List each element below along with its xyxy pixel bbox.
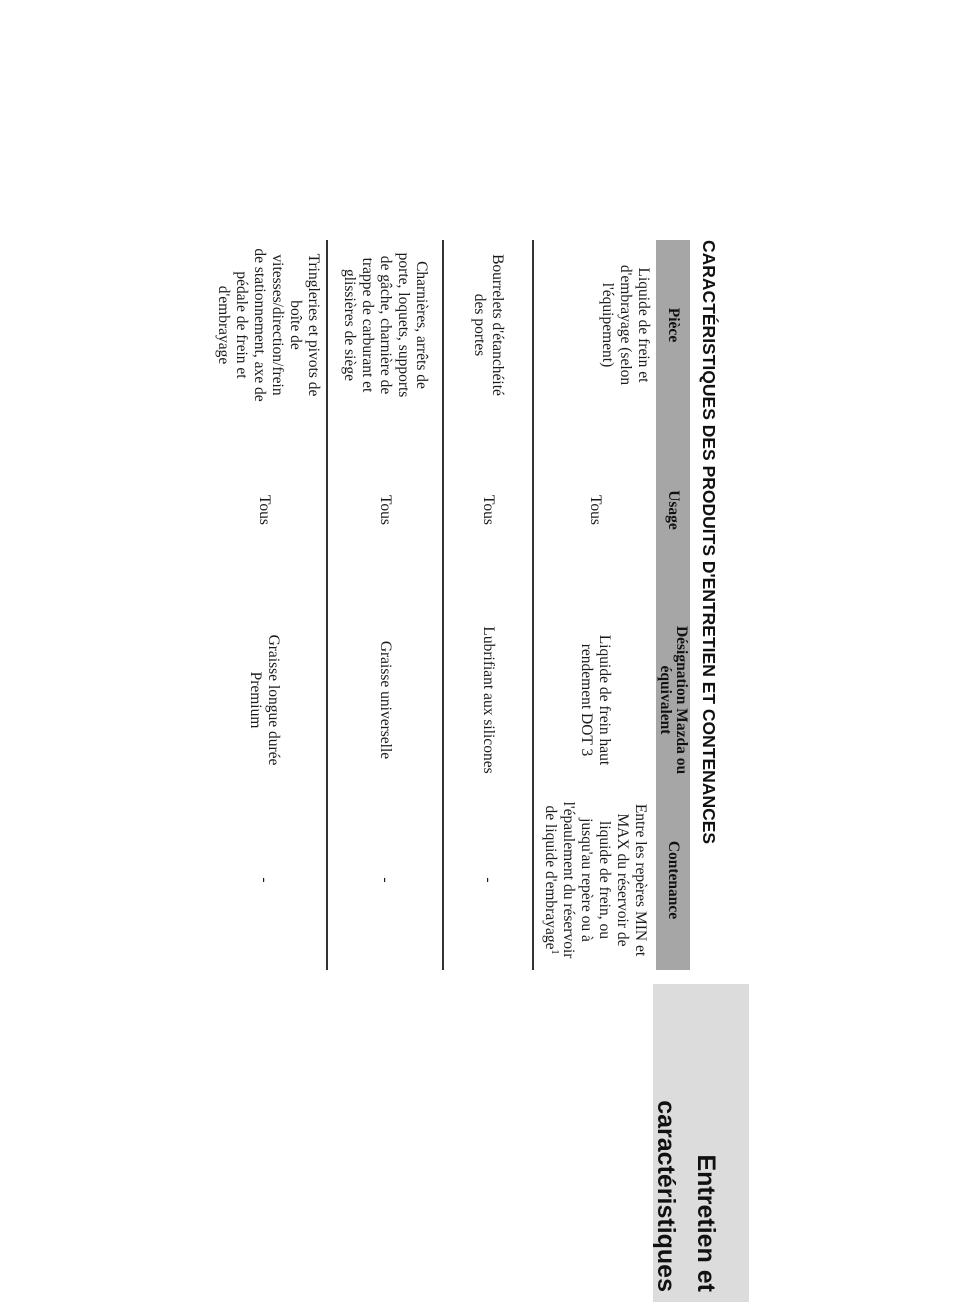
contenance-text: Entre les repères MIN et MAX du réservoir de liquide de frein, ou jusqu'au repère ou à l'épaulement du réservoir de liquide d'embrayage [542,801,650,959]
cell-designation: Graisse longue durée Premium [202,610,327,790]
table-row [202,240,327,970]
table-row [327,240,444,970]
header-contenance: Contenance [656,790,690,970]
header-usage: Usage [656,410,690,610]
cell-usage: Tous [587,495,605,525]
table-header-row [656,240,690,970]
table-row [533,240,656,970]
table-row [443,240,533,970]
cell-contenance [533,790,656,970]
page-title: CARACTÉRISTIQUES DES PRODUITS D'ENTRETIEN ET CONTENANCES [699,240,719,845]
cell-piece: Charnières, arrêts de porte, loquets, supports de gâche, charnière de trappe de carburant et glissières de siège [327,240,444,410]
cell-contenance: - [202,790,327,970]
cell-usage: Tous [327,410,444,610]
cell-piece: Tringleries et pivots de boîte de vitesses/direction/frein de stationnement, axe de pédale de frein et d'embrayage [202,240,327,410]
cell-usage: Tous [443,410,533,610]
cell-designation: Lubrifiant aux silicones [443,610,533,790]
cell-piece: Bourrelets d'étanchéité des portes [443,240,533,410]
spec-table [202,240,690,970]
cell-designation: Graisse universelle [327,610,444,790]
cell-contenance: - [443,790,533,970]
header-designation: Désignation Mazda ou équivalent [656,610,690,790]
header-piece: Pièce [656,240,690,410]
cell-contenance: - [327,790,444,970]
rotated-page [0,240,730,1302]
footnote-marker: 1 [549,949,561,955]
cell-usage: Tous [202,410,327,610]
section-heading: Entretien et caractéristiques [652,1100,720,1292]
cell-piece: Liquide de frein et d'embrayage (selon l'équipement) [599,264,652,386]
cell-designation: Liquide de frein haut rendement DOT 3 [578,634,614,766]
